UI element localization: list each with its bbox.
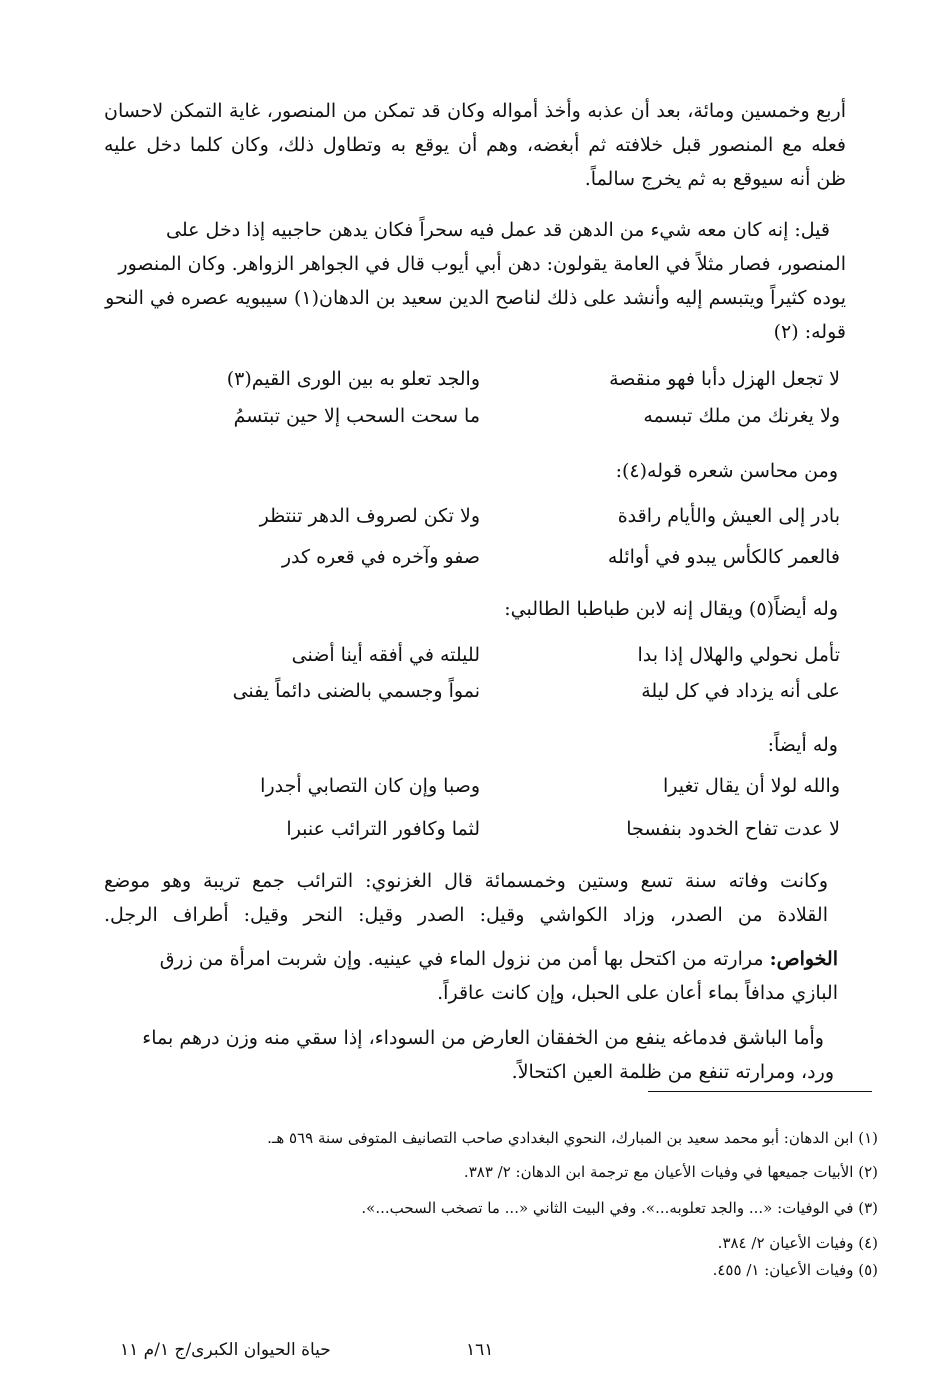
text-line bbox=[104, 942, 838, 976]
text-line: وكانت وفاته سنة تسع وستين وخمسمائة قال الغزنوي: الترائب جمع تريبة وهو موضع bbox=[104, 870, 828, 892]
verse-line bbox=[150, 680, 840, 716]
footnote: (٣) في الوفيات: «... والجد تعلوبه...». وفي البيت الثاني «... ما تصخب السحب...». bbox=[361, 1199, 878, 1217]
verse-line bbox=[150, 644, 840, 680]
verse-intro: وله أيضاً(٥) ويقال إنه لابن طباطبا الطالبي: bbox=[504, 598, 838, 620]
text-run: مرارته من اكتحل بها أمن من نزول الماء في عينيه. وإن شربت امرأة من زرق bbox=[159, 948, 764, 970]
verse-second-hemistich: والجد تعلو به بين الورى القيم(٣) bbox=[226, 368, 480, 390]
text-line: ظن أنه سيوقع به ثم يخرج سالماً. bbox=[584, 168, 846, 190]
text-line: يوده كثيراً ويتبسم إليه وأنشد على ذلك لناصح الدين سعيد بن الدهان(١) سيبويه عصره في النحو bbox=[105, 287, 846, 309]
verse-line bbox=[150, 818, 840, 854]
text-line: أربع وخمسين ومائة، بعد أن عذبه وأخذ أمواله وكان قد تمكن من المنصور، غاية التمكن لاحسان bbox=[104, 100, 846, 122]
paragraph-3 bbox=[104, 864, 828, 932]
text-line: قيل: إنه كان معه شيء من الدهن قد عمل فيه سحراً فكان يدهن حاجبيه إذا دخل على bbox=[166, 219, 830, 241]
paragraph-2 bbox=[104, 213, 846, 349]
verse-intro: ومن محاسن شعره قوله(٤): bbox=[615, 460, 838, 482]
page-number: ١٦١ bbox=[466, 1340, 494, 1360]
text-line: القلادة من الصدر، وزاد الكواشي وقيل: الصدر وقيل: النحر وقيل: أطراف الرجل. bbox=[104, 904, 828, 926]
verse-second-hemistich: ما سحت السحب إلا حين تبتسمُ bbox=[233, 405, 480, 427]
verse-second-hemistich: لثما وكافور الترائب عنبرا bbox=[286, 818, 480, 840]
paragraph-5 bbox=[104, 1021, 834, 1089]
footnote: (٥) وفيات الأعيان: ١/ ٤٥٥. bbox=[712, 1261, 878, 1279]
text-line: البازي مدافاً بماء أعان على الحبل، وإن كانت عاقراً. bbox=[437, 982, 838, 1004]
text-line: ورد، ومرارته تنفع من ظلمة العين اكتحالاً. bbox=[511, 1061, 834, 1083]
footnote: (٤) وفيات الأعيان ٢/ ٣٨٤. bbox=[717, 1234, 878, 1252]
text-line: قوله: (٢) bbox=[773, 321, 846, 343]
verse-first-hemistich: فالعمر كالكأس يبدو في أوائله bbox=[607, 546, 840, 568]
verse-line bbox=[150, 368, 840, 404]
verse-second-hemistich: صفو وآخره في قعره كدر bbox=[281, 546, 480, 568]
footnote: (١) ابن الدهان: أبو محمد سعيد بن المبارك، النحوي البغدادي صاحب التصانيف المتوفى سنة ٥٦٩ هـ. bbox=[267, 1129, 878, 1147]
verse-second-hemistich: وصبا وإن كان التصابي أجدرا bbox=[260, 775, 480, 797]
verse-intro: وله أيضاً: bbox=[767, 734, 838, 756]
footnote-divider bbox=[648, 1091, 872, 1092]
verse-first-hemistich: والله لولا أن يقال تغيرا bbox=[663, 775, 840, 797]
verse-first-hemistich: لا عدت تفاح الخدود بنفسجا bbox=[626, 818, 840, 840]
paragraph-1 bbox=[104, 94, 846, 196]
verse-first-hemistich: بادر إلى العيش والأيام راقدة bbox=[617, 505, 840, 527]
verse-line bbox=[150, 546, 840, 582]
verse-line bbox=[150, 775, 840, 811]
text-line: المنصور، فصار مثلاً في العامة يقولون: دهن أبي أيوب قال في الجواهر الزواهر. وكان المنصور bbox=[118, 253, 846, 275]
footnote: (٢) الأبيات جميعها في وفيات الأعيان مع ترجمة ابن الدهان: ٢/ ٣٨٣. bbox=[463, 1163, 878, 1181]
book-reference: حياة الحيوان الكبرى/ج ١/م ١١ bbox=[120, 1340, 331, 1360]
section-lead: الخواص: bbox=[769, 948, 838, 970]
paragraph-properties bbox=[104, 942, 838, 1010]
verse-first-hemistich: لا تجعل الهزل دأبا فهو منقصة bbox=[609, 368, 840, 390]
verse-first-hemistich: على أنه يزداد في كل ليلة bbox=[641, 680, 840, 702]
verse-first-hemistich: تأمل نحولي والهلال إذا بدا bbox=[637, 644, 840, 666]
text-line: وأما الباشق فدماغه ينفع من الخفقان العارض من السوداء، إذا سقي منه وزن درهم بماء bbox=[142, 1027, 824, 1049]
text-line: فعله مع المنصور قبل خلافته ثم أبغضه، وهم أن يوقع به وتطاول ذلك، وكان كلما دخل عليه bbox=[104, 134, 846, 156]
verse-line bbox=[150, 505, 840, 541]
verse-second-hemistich: ولا تكن لصروف الدهر تنتظر bbox=[259, 505, 480, 527]
verse-second-hemistich: لليلته في أفقه أينا أضنى bbox=[291, 644, 480, 666]
verse-line bbox=[150, 405, 840, 441]
verse-first-hemistich: ولا يغرنك من ملك تبسمه bbox=[643, 405, 840, 427]
verse-second-hemistich: نمواً وجسمي بالضنى دائماً يفنى bbox=[232, 680, 480, 702]
